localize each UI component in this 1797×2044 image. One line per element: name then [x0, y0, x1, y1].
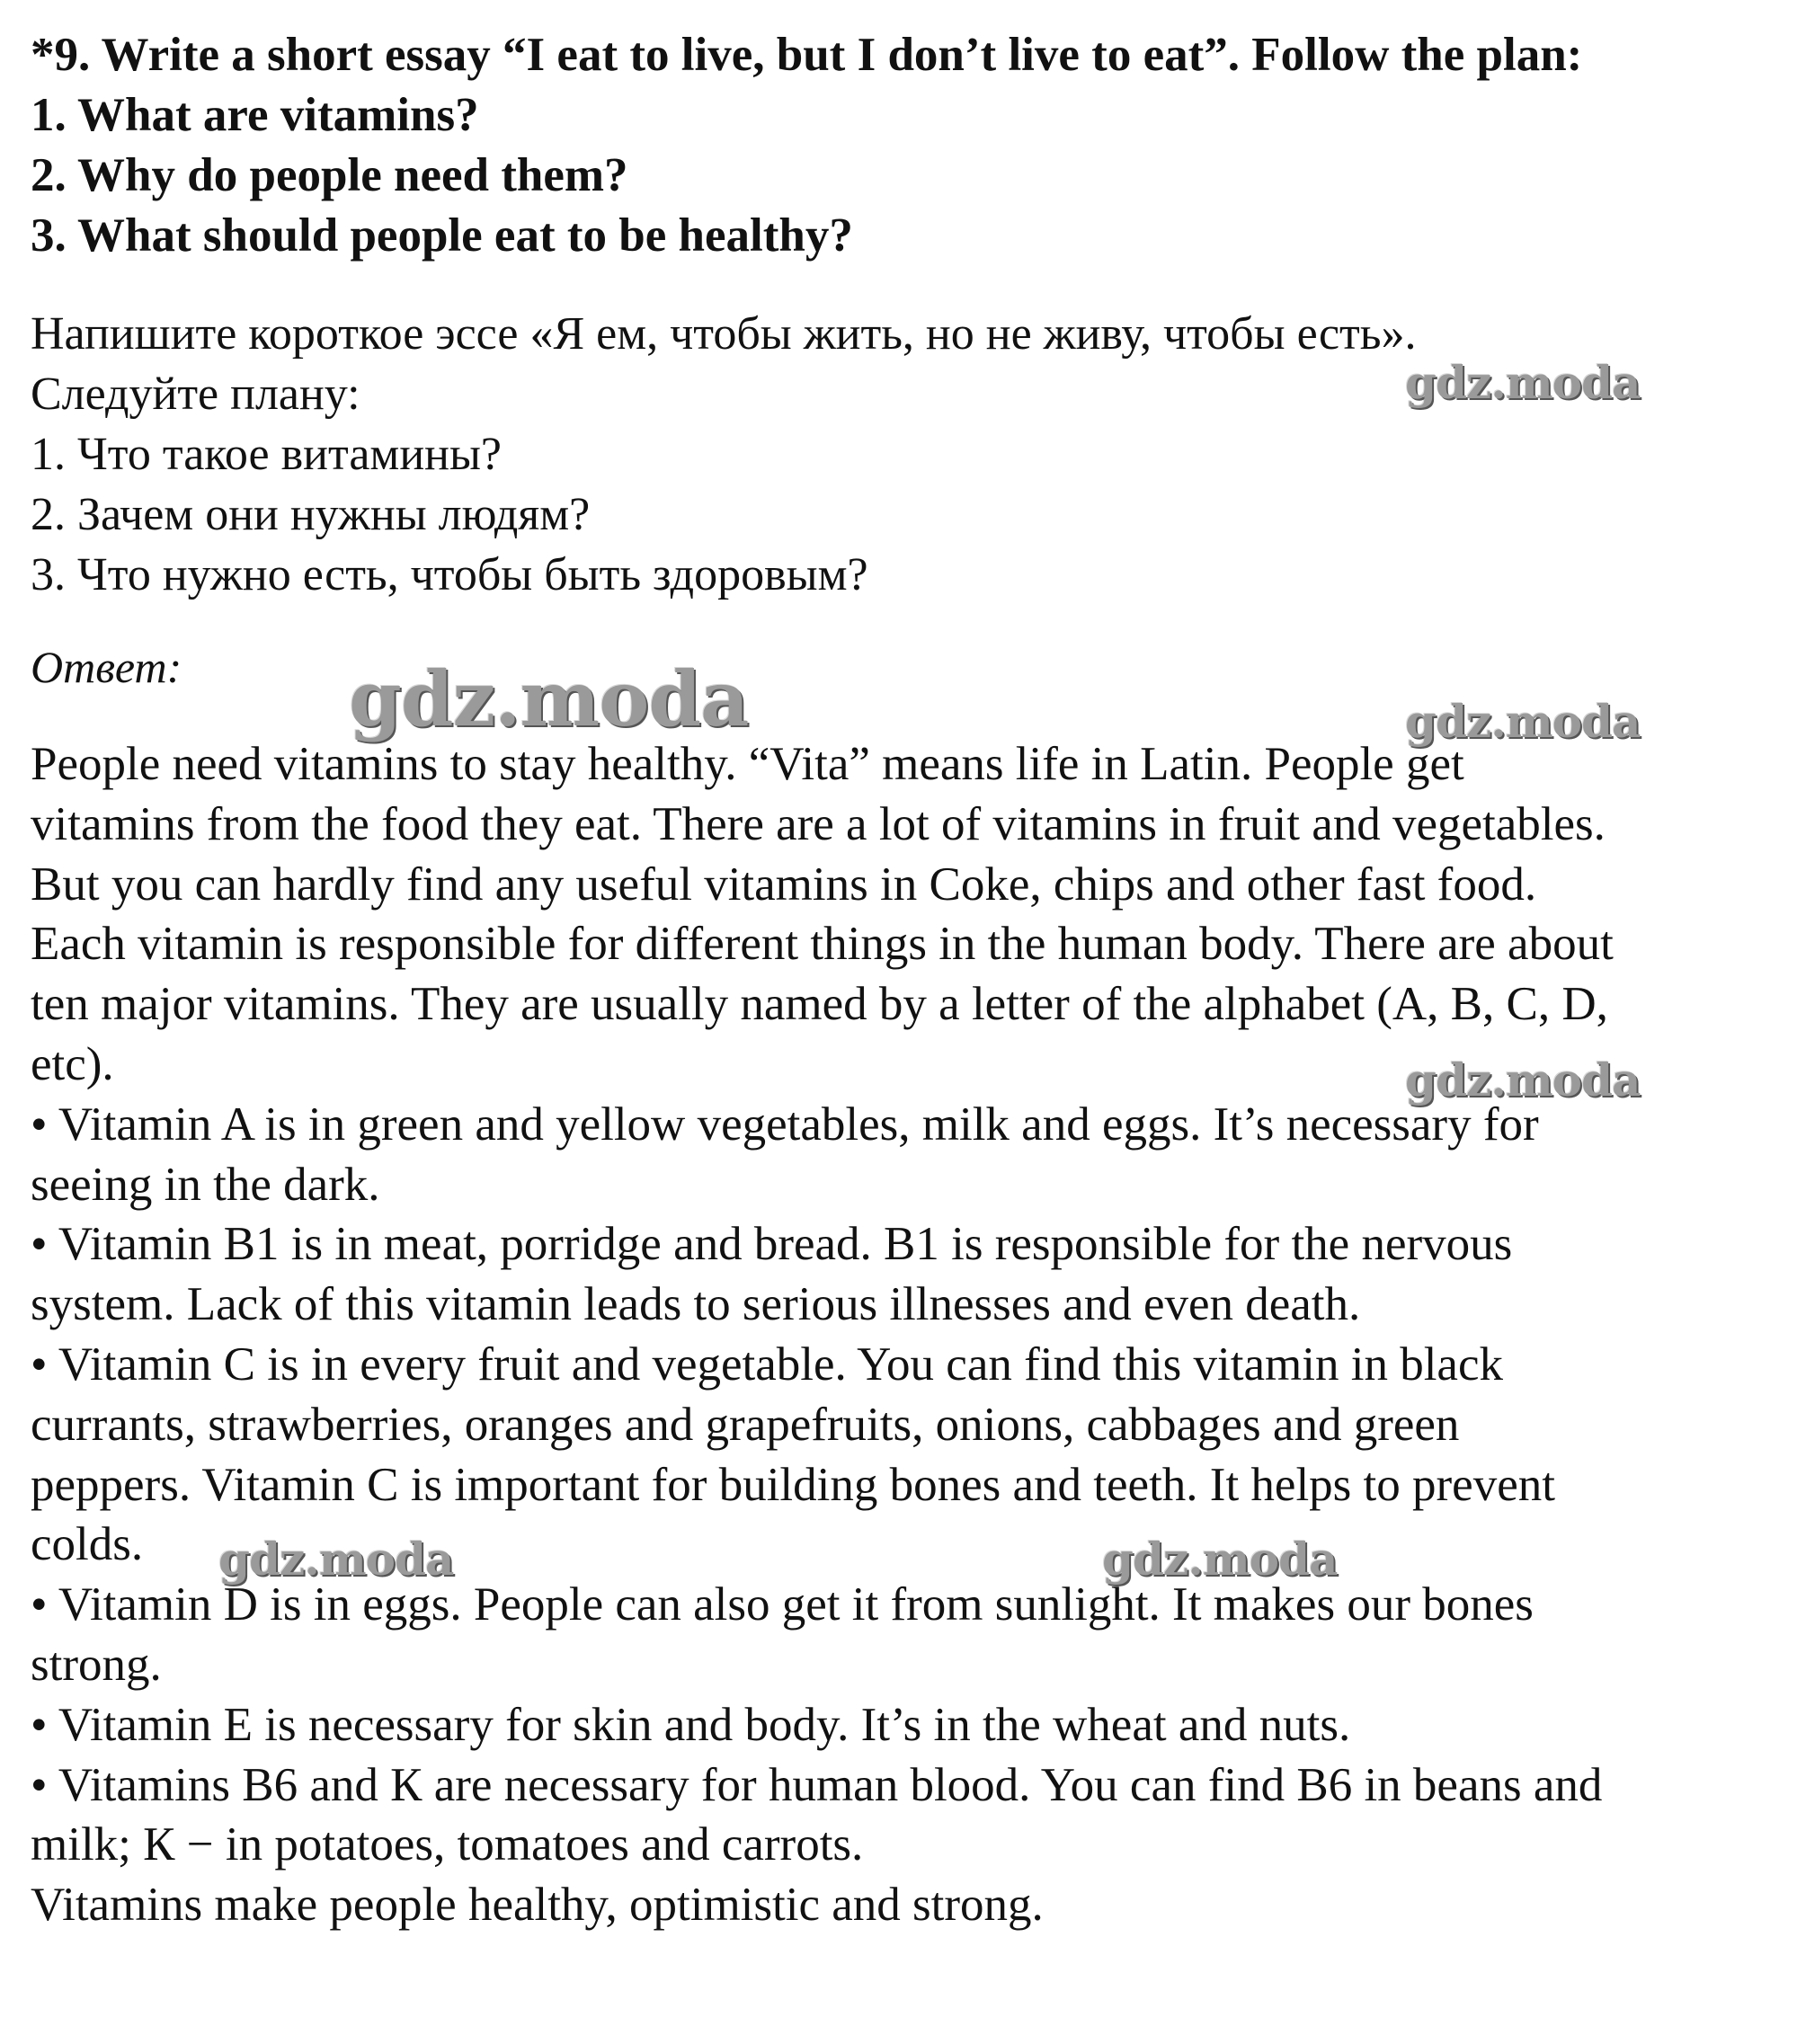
answer-line: • Vitamin C is in every fruit and vegetable. You can find this vitamin in black: [31, 1337, 1503, 1391]
answer-line: But you can hardly find any useful vitamins in Coke, chips and other fast food.: [31, 858, 1537, 911]
task-title: *9. Write a short essay “I eat to live, but I don’t live to eat”. Follow the plan:: [31, 29, 1583, 81]
watermark: gdz.moda: [218, 1533, 454, 1586]
translation-line: 1. Что такое витамины?: [31, 429, 503, 480]
watermark: gdz.moda: [1102, 1533, 1338, 1586]
translation-line: Следуйте плану:: [31, 369, 360, 420]
answer-line: ten major vitamins. They are usually named by a letter of the alphabet (A, B, C, D,: [31, 978, 1608, 1031]
answer-line: • Vitamin A is in green and yellow vegetables, milk and eggs. It’s necessary for: [31, 1098, 1539, 1151]
task-heading: [31, 25, 1779, 266]
answer-line: currants, strawberries, oranges and grapefruits, onions, cabbages and green: [31, 1398, 1460, 1451]
translation-line: 3. Что нужно есть, чтобы быть здоровым?: [31, 549, 868, 600]
translation-line: 2. Зачем они нужны людям?: [31, 489, 591, 540]
russian-translation: [31, 304, 1779, 605]
watermark-large: gdz.moda: [349, 654, 749, 743]
watermark: gdz.moda: [1405, 356, 1641, 409]
answer-body: [31, 734, 1779, 1935]
plan-item-1: 1. What are vitamins?: [31, 89, 479, 141]
answer-line: seeing in the dark.: [31, 1158, 380, 1211]
answer-line: Vitamins make people healthy, optimistic and strong.: [31, 1879, 1044, 1932]
answer-line: milk; К − in potatoes, tomatoes and carrots.: [31, 1818, 864, 1871]
answer-line: strong.: [31, 1638, 162, 1691]
answer-line: peppers. Vitamin C is important for building bones and teeth. It helps to prevent: [31, 1458, 1555, 1511]
answer-line: • Vitamin B1 is in meat, porridge and bread. B1 is responsible for the nervous: [31, 1218, 1513, 1271]
watermark: gdz.moda: [1405, 1053, 1641, 1106]
answer-line: • Vitamin E is necessary for skin and body. It’s in the wheat and nuts.: [31, 1698, 1351, 1751]
answer-line: • Vitamins B6 and К are necessary for human blood. You can find B6 in beans and: [31, 1758, 1603, 1811]
answer-label: Ответ:: [31, 642, 182, 692]
plan-item-2: 2. Why do people need them?: [31, 149, 628, 201]
answer-line: • Vitamin D is in eggs. People can also get it from sunlight. It makes our bones: [31, 1578, 1534, 1631]
answer-line: People need vitamins to stay healthy. “Vita” means life in Latin. People get: [31, 738, 1464, 790]
answer-line: Each vitamin is responsible for different things in the human body. There are about: [31, 918, 1614, 971]
answer-line: colds.: [31, 1518, 144, 1571]
answer-line: system. Lack of this vitamin leads to serious illnesses and even death.: [31, 1278, 1361, 1331]
document-page: [31, 25, 1779, 1935]
plan-item-3: 3. What should people eat to be healthy?: [31, 209, 853, 262]
watermark: gdz.moda: [1405, 695, 1641, 748]
answer-line: etc).: [31, 1037, 114, 1090]
translation-line: Напишите короткое эссе «Я ем, чтобы жить, но не живу, чтобы есть».: [31, 308, 1417, 360]
answer-line: vitamins from the food they eat. There are a lot of vitamins in fruit and vegetables.: [31, 797, 1606, 850]
